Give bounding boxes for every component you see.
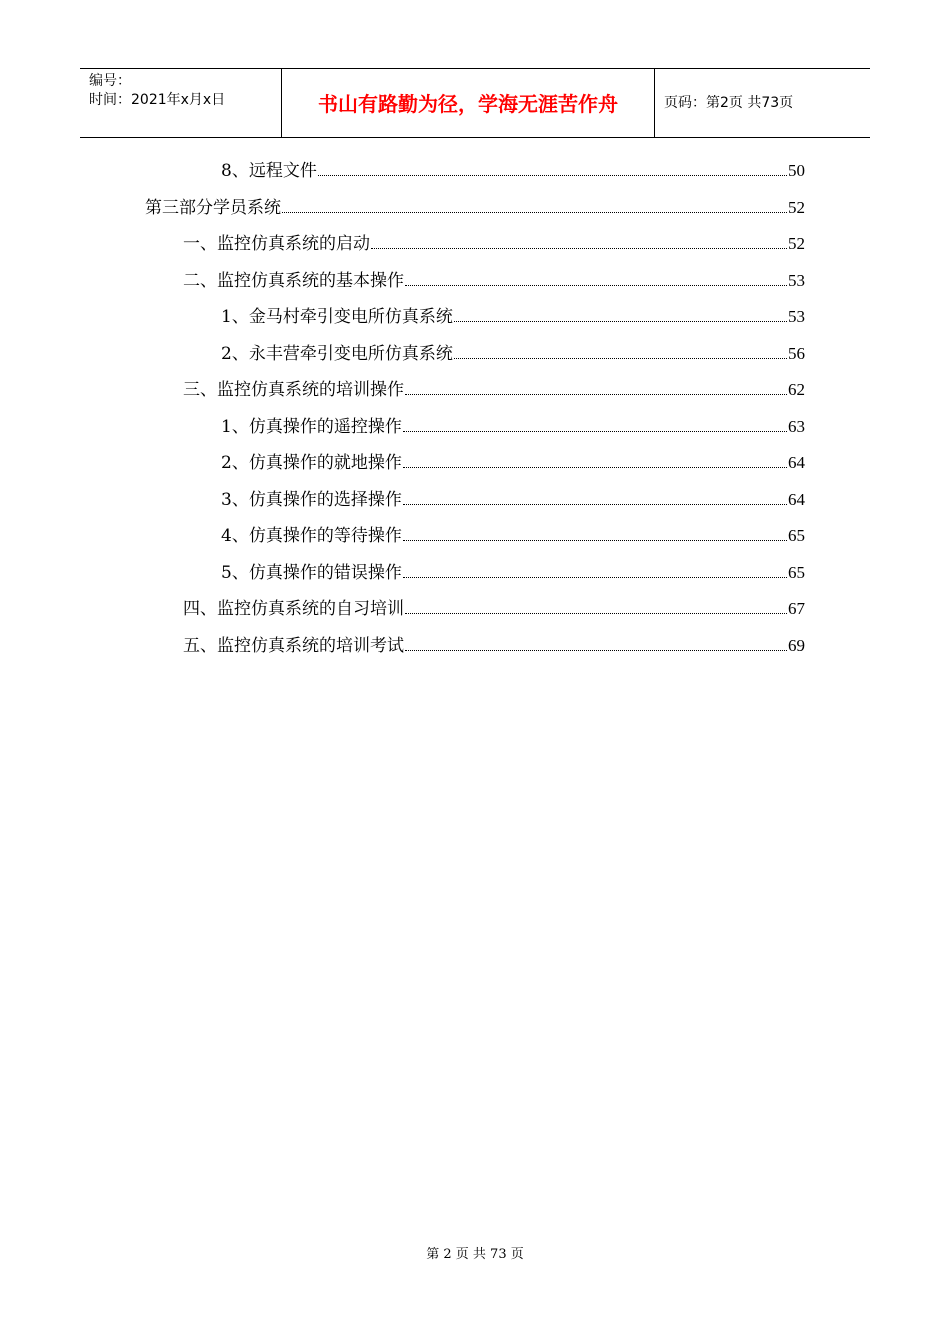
motto-text: 书山有路勤为径，学海无涯苦作舟 [318, 92, 618, 116]
toc-entry-title: 四、监控仿真系统的自习培训 [183, 599, 404, 619]
toc-entry-title: 5、仿真操作的错误操作 [221, 562, 402, 583]
toc-entry-page: 52 [788, 197, 805, 217]
toc-entry[interactable] [221, 343, 805, 365]
toc-entry-page: 69 [788, 635, 805, 655]
toc-entry[interactable] [183, 379, 805, 401]
toc-entry[interactable] [221, 489, 805, 511]
toc-leader-dots [403, 454, 787, 468]
toc-entry[interactable] [221, 452, 805, 474]
toc-entry[interactable] [183, 598, 805, 620]
toc-entry-title: 1、仿真操作的遥控操作 [221, 416, 402, 437]
toc-leader-dots [371, 235, 787, 249]
toc-entry-page: 56 [788, 343, 805, 363]
toc-entry-title: 三、监控仿真系统的培训操作 [183, 380, 404, 400]
toc-entry-title: 五、监控仿真系统的培训考试 [183, 635, 404, 656]
toc-entry-title: 2、仿真操作的就地操作 [221, 453, 402, 473]
toc-entry-page: 67 [788, 599, 805, 618]
toc-leader-dots [403, 564, 787, 578]
toc-entry-title: 1、金马村牵引变电所仿真系统 [221, 307, 453, 327]
toc-entry-page: 63 [788, 416, 805, 436]
header-page-cell [655, 69, 870, 137]
serial-label: 编号： [89, 73, 131, 89]
toc-entry-page: 62 [788, 380, 805, 399]
page-header [80, 68, 870, 138]
toc-entry[interactable] [183, 270, 805, 292]
toc-leader-dots [403, 491, 787, 505]
toc-leader-dots [282, 199, 787, 213]
toc-leader-dots [405, 381, 787, 395]
toc-entry[interactable] [221, 306, 805, 328]
toc-entry-page: 65 [788, 526, 805, 545]
toc-entry[interactable] [183, 635, 805, 657]
toc-leader-dots [318, 162, 787, 176]
header-motto-cell [282, 69, 655, 137]
toc-entry-title: 二、监控仿真系统的基本操作 [183, 270, 404, 291]
toc-leader-dots [405, 600, 787, 614]
toc-entry-page: 65 [788, 562, 805, 582]
toc-entry[interactable] [183, 233, 805, 255]
toc-leader-dots [405, 637, 787, 651]
toc-entry[interactable] [221, 416, 805, 438]
toc-entry-page: 53 [788, 307, 805, 326]
toc-entry-title: 8、远程文件 [221, 161, 317, 181]
toc-entry-title: 4、仿真操作的等待操作 [221, 526, 402, 546]
toc-leader-dots [454, 345, 787, 359]
toc-entry-page: 64 [788, 489, 805, 509]
header-meta-cell [80, 69, 282, 137]
time-label: 时间：2021年x月x日 [89, 92, 226, 108]
toc-entry-title: 3、仿真操作的选择操作 [221, 489, 402, 510]
toc-entry-title: 一、监控仿真系统的启动 [183, 234, 370, 254]
toc-leader-dots [405, 272, 787, 286]
page-info: 页码：第2页 共73页 [664, 95, 794, 111]
toc-entry-page: 50 [788, 161, 805, 180]
toc-leader-dots [403, 418, 787, 432]
toc-entry-page: 52 [788, 234, 805, 253]
toc-entry-title: 第三部分学员系统 [145, 197, 281, 218]
toc-entry[interactable] [145, 197, 805, 219]
toc-leader-dots [403, 527, 787, 541]
toc-entry-page: 53 [788, 270, 805, 290]
toc-entry-page: 64 [788, 453, 805, 472]
page-footer: 第 2 页 共 73 页 [426, 1247, 524, 1262]
toc-entry[interactable] [221, 160, 805, 182]
toc-entry-title: 2、永丰营牵引变电所仿真系统 [221, 343, 453, 364]
toc-entry[interactable] [221, 562, 805, 584]
toc-leader-dots [454, 308, 787, 322]
toc-entry[interactable] [221, 525, 805, 547]
